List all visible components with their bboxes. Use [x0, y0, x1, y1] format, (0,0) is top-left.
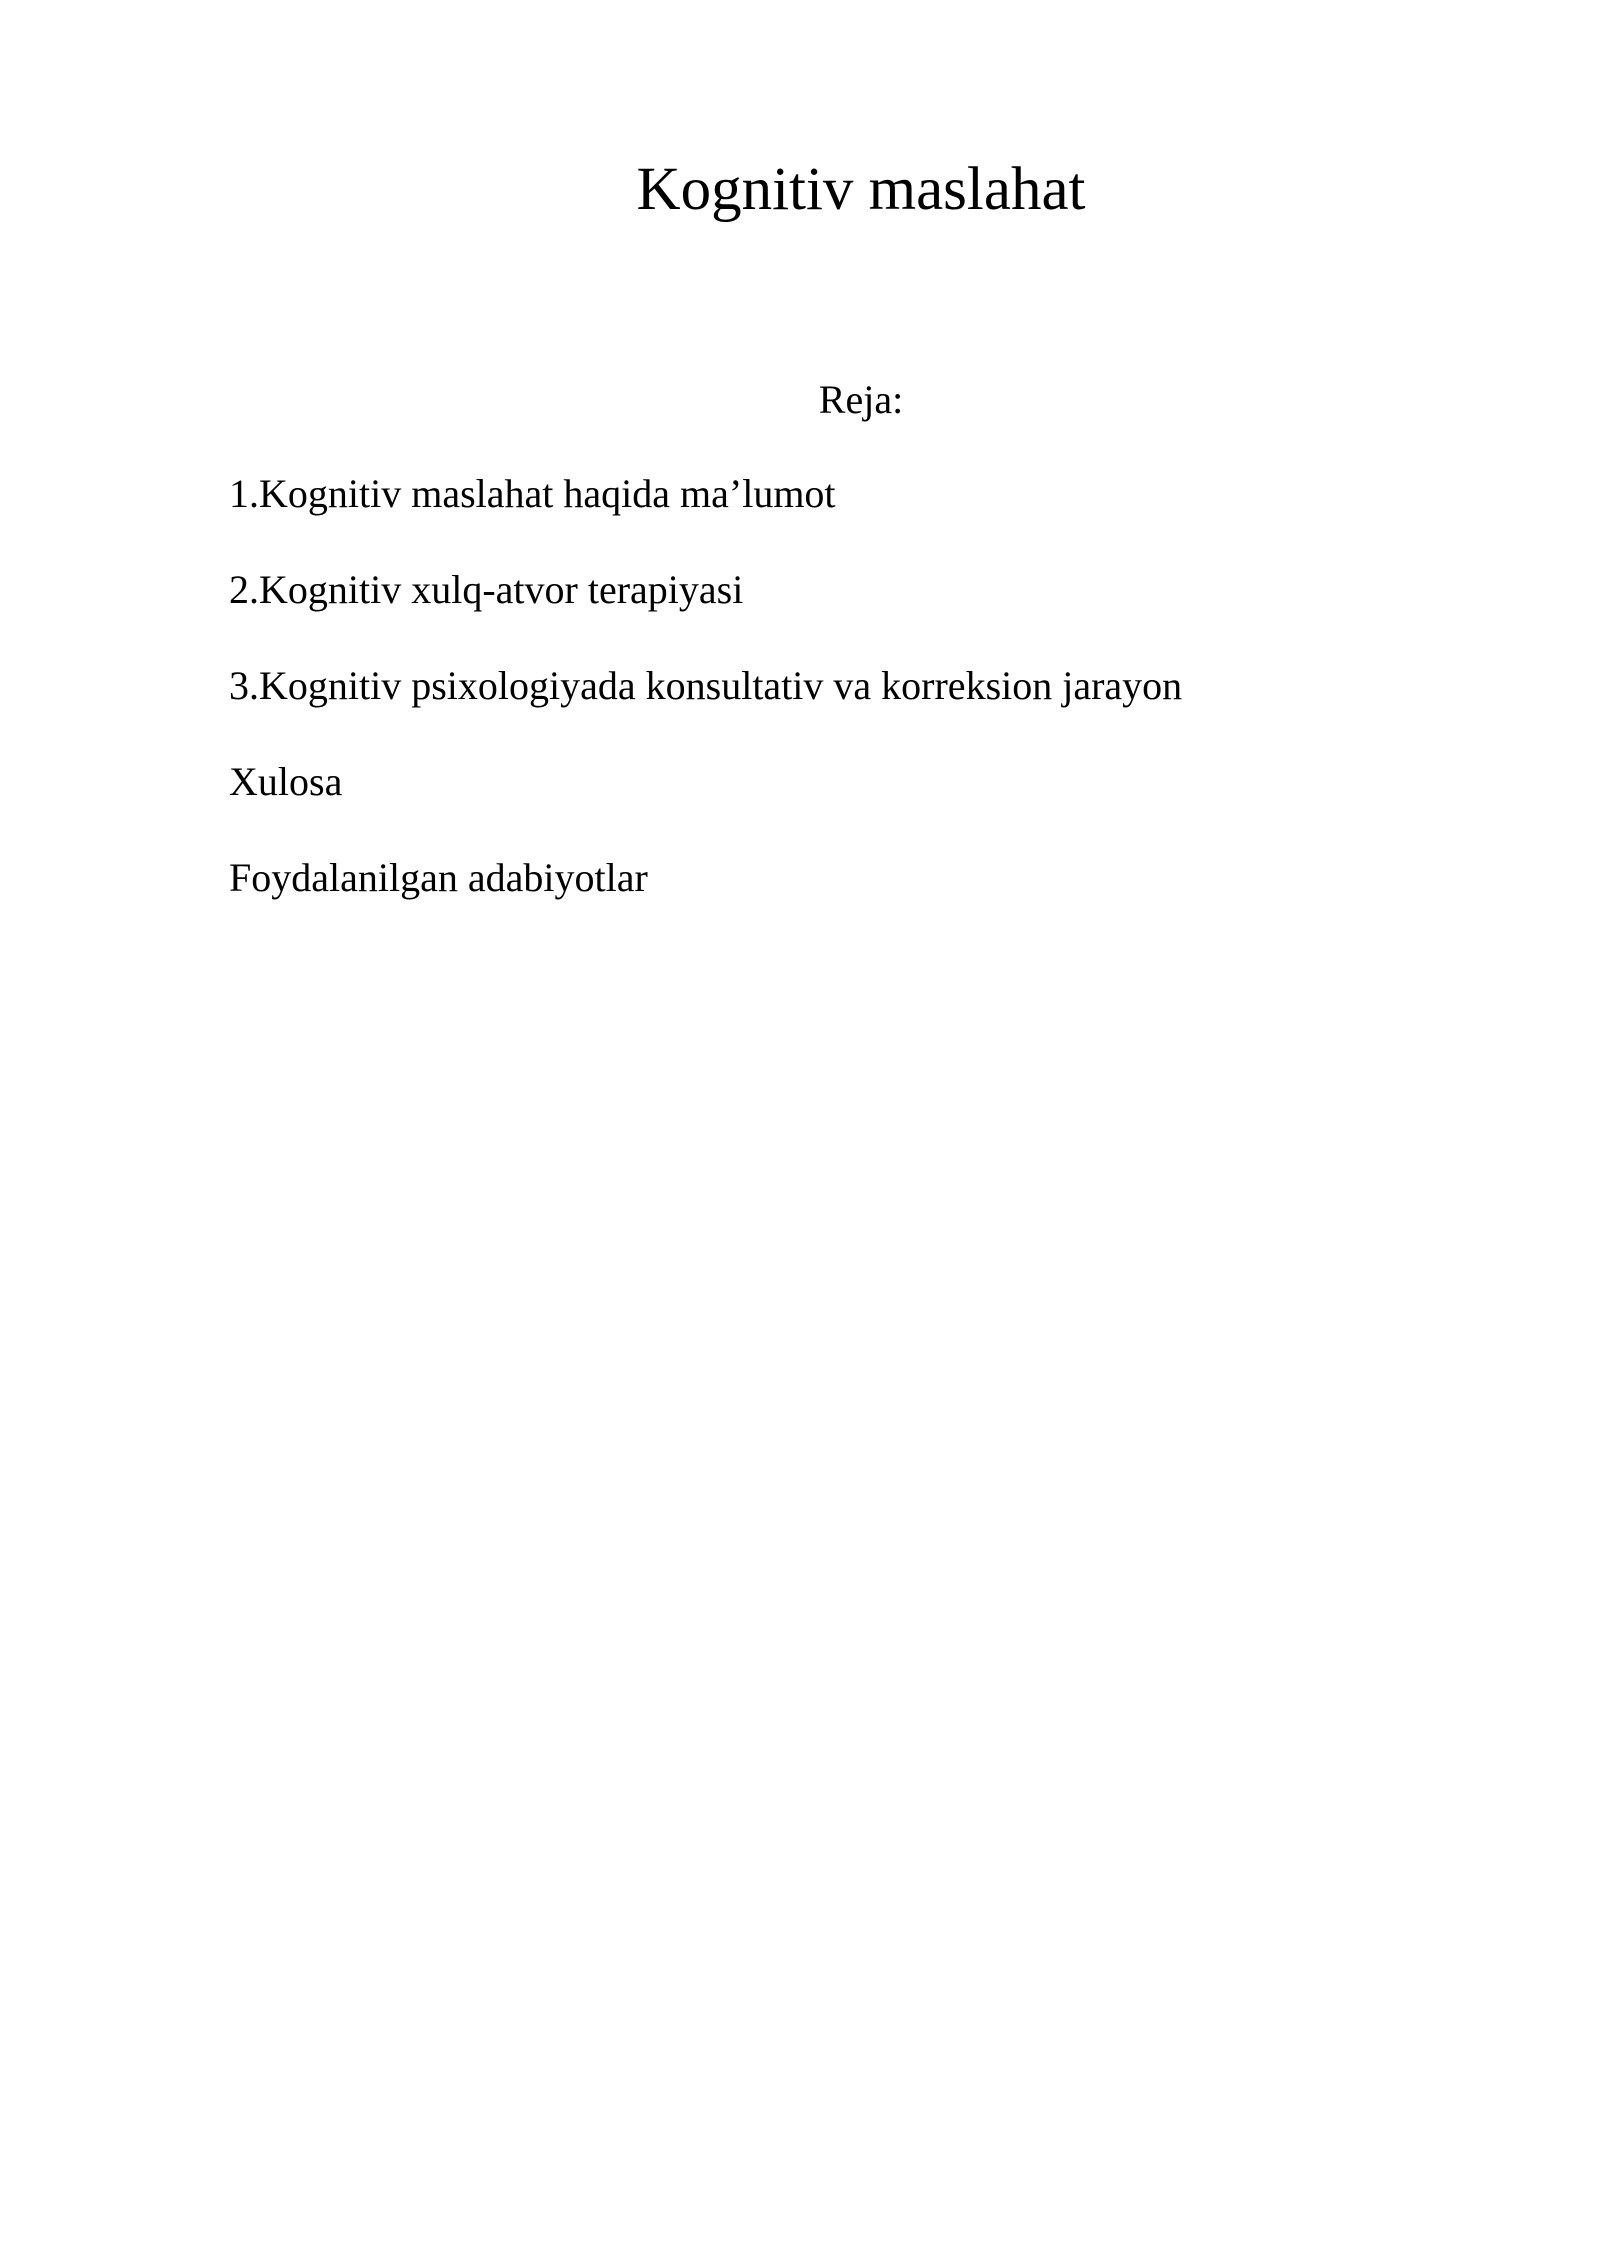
plan-item: Xulosa	[229, 759, 343, 804]
plan-item: 1.Kognitiv maslahat haqida ma’lumot	[229, 471, 836, 516]
plan-heading: Reja:	[818, 377, 904, 422]
plan-item: 2.Kognitiv xulq-atvor terapiyasi	[229, 567, 744, 612]
plan-list	[229, 466, 1182, 946]
plan-item: Foydalanilgan adabiyotlar	[229, 855, 648, 900]
plan-item: 3.Kognitiv psixologiyada konsultativ va korreksion jarayon	[229, 663, 1183, 708]
document-title: Kognitiv maslahat	[636, 156, 1086, 223]
